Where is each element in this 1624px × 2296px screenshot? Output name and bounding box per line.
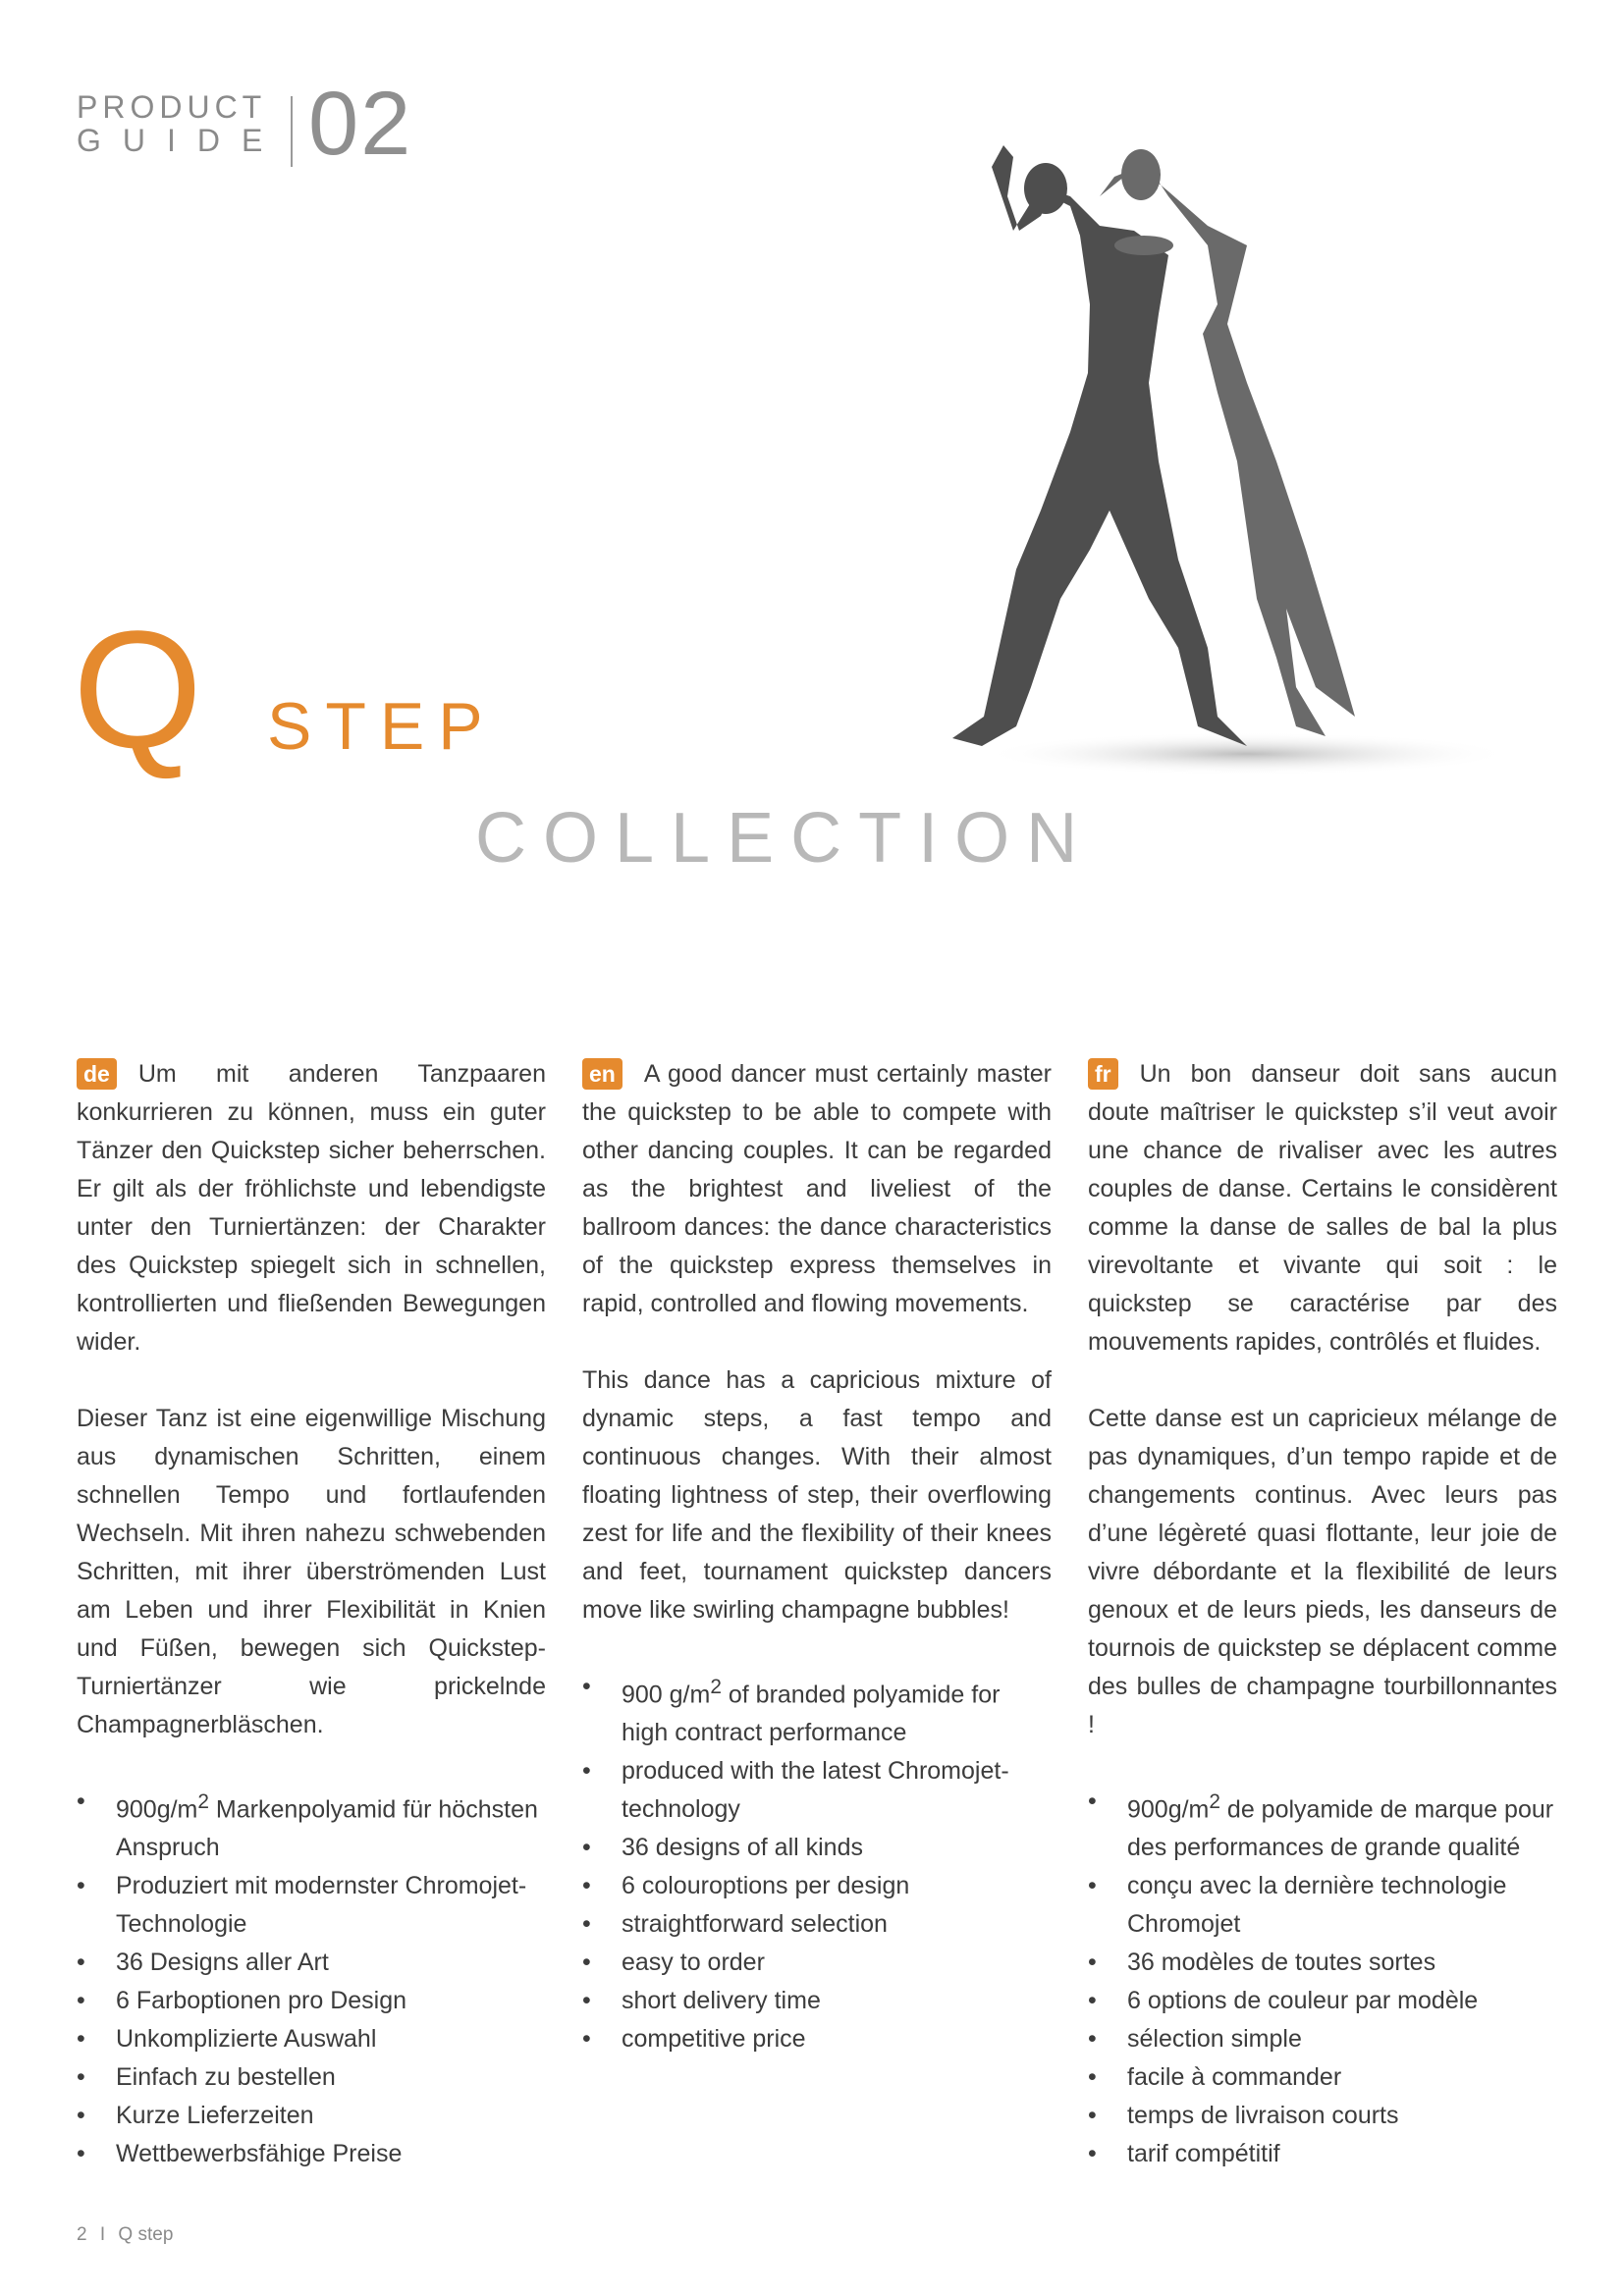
list-item: • conçu avec la dernière technologie Chromojet [1088, 1867, 1557, 1944]
body-paragraph: Cette danse est un capricieux mélange de pas dynamiques, d’un tempo rapide et de changements continus. Avec leurs pas d’une légèreté quasi flottante, leur joie de vivre débordante et la flexibilité de leurs genoux et de leurs pieds, les danseurs de tournois de quickstep se déplacent comme des bulles de champagne tourbillonnantes ! [1088, 1405, 1557, 1738]
page-footer [77, 2224, 173, 2246]
title-step: STEP [267, 689, 497, 764]
list-item: • short delivery time [582, 1982, 1052, 2020]
feature-list [582, 1668, 1052, 2058]
list-item: • 900 $g/m^2$ of branded polyamide for high contract performance [582, 1668, 1052, 1752]
list-item: • competitive price [582, 2020, 1052, 2058]
floor-shadow [982, 732, 1512, 775]
title-q: Q [73, 597, 203, 783]
language-badge-de: de [77, 1058, 117, 1090]
footer-separator: I [99, 2224, 106, 2245]
dancing-couple-photo [923, 137, 1532, 785]
product-guide-label: PRODUCT GUIDE [77, 89, 285, 158]
column-de [77, 1055, 546, 2173]
column-fr [1088, 1055, 1557, 2173]
header-divider [291, 96, 293, 167]
list-item: • Unkomplizierte Auswahl [77, 2020, 546, 2058]
language-badge-fr: fr [1088, 1058, 1118, 1090]
body-paragraph: Dieser Tanz ist eine eigenwillige Mischung aus dynamischen Schritten, einem schnellen Tempo und fortlaufenden Wechseln. Mit ihren nahezu schwebenden Schritten, mit ihrer überströmenden Lust am Leben und ihrer Flexibilität in Knien und Füßen, bewegen sich Quickstep-Turniertänzer wie prickelnde Champagnerbläschen. [77, 1405, 546, 1738]
guide-number: 02 [308, 74, 413, 174]
list-item: • 6 colouroptions per design [582, 1867, 1052, 1905]
page-number: 2 [77, 2224, 87, 2245]
list-item: • Einfach zu bestellen [77, 2058, 546, 2097]
list-item: • 6 Farboptionen pro Design [77, 1982, 546, 2020]
list-item: • 36 modèles de toutes sortes [1088, 1944, 1557, 1982]
list-item: • tarif compétitif [1088, 2135, 1557, 2173]
intro-paragraph: en A good dancer must certainly master the quickstep to be able to compete with other dancing couples. It can be regarded as the brightest and liveliest of the ballroom dances: the dance characteristics of the quickstep express themselves in rapid, controlled and flowing movements. [582, 1060, 1052, 1317]
list-item: • facile à commander [1088, 2058, 1557, 2097]
list-item: • straightforward selection [582, 1905, 1052, 1944]
title-collection: COLLECTION [475, 799, 1095, 878]
list-item: • Kurze Lieferzeiten [77, 2097, 546, 2135]
feature-list [1088, 1783, 1557, 2173]
list-item: • Produziert mit modernster Chromojet-Technologie [77, 1867, 546, 1944]
list-item: • 6 options de couleur par modèle [1088, 1982, 1557, 2020]
footer-label: Q step [118, 2224, 174, 2245]
language-badge-en: en [582, 1058, 623, 1090]
intro-paragraph: de Um mit anderen Tanzpaaren konkurrieren zu können, muss ein guter Tänzer den Quickstep sicher beherrschen. Er gilt als der fröhlichste und lebendigste unter den Turniertänzen: der Charakter des Quickstep spiegelt sich in schnellen, kontrollierten und fließenden Bewegungen wider. [77, 1060, 546, 1356]
column-en [582, 1055, 1052, 2058]
list-item: • Wettbewerbsfähige Preise [77, 2135, 546, 2173]
list-item: • sélection simple [1088, 2020, 1557, 2058]
list-item: • easy to order [582, 1944, 1052, 1982]
list-item: • temps de livraison courts [1088, 2097, 1557, 2135]
intro-paragraph: fr Un bon danseur doit sans aucun doute maîtriser le quickstep s’il veut avoir une chance de rivaliser avec les autres couples de danse. Certains le considèrent comme la danse de salles de bal la plus virevoltante et vivante qui soit : le quickstep se caractérise par des mouvements rapides, contrôlés et fluides. [1088, 1060, 1557, 1356]
list-item: • 36 Designs aller Art [77, 1944, 546, 1982]
list-item: • $900g/m^2$ de polyamide de marque pour des performances de grande qualité [1088, 1783, 1557, 1867]
list-item: • $900g/m^2$ Markenpolyamid für höchsten Anspruch [77, 1783, 546, 1867]
list-item: • produced with the latest Chromojet-technology [582, 1752, 1052, 1829]
feature-list [77, 1783, 546, 2173]
body-paragraph: This dance has a capricious mixture of dynamic steps, a fast tempo and continuous changes. With their almost floating lightness of step, their overflowing zest for life and the flexibility of their knees and feet, tournament quickstep dancers move like swirling champagne bubbles! [582, 1366, 1052, 1624]
list-item: • 36 designs of all kinds [582, 1829, 1052, 1867]
